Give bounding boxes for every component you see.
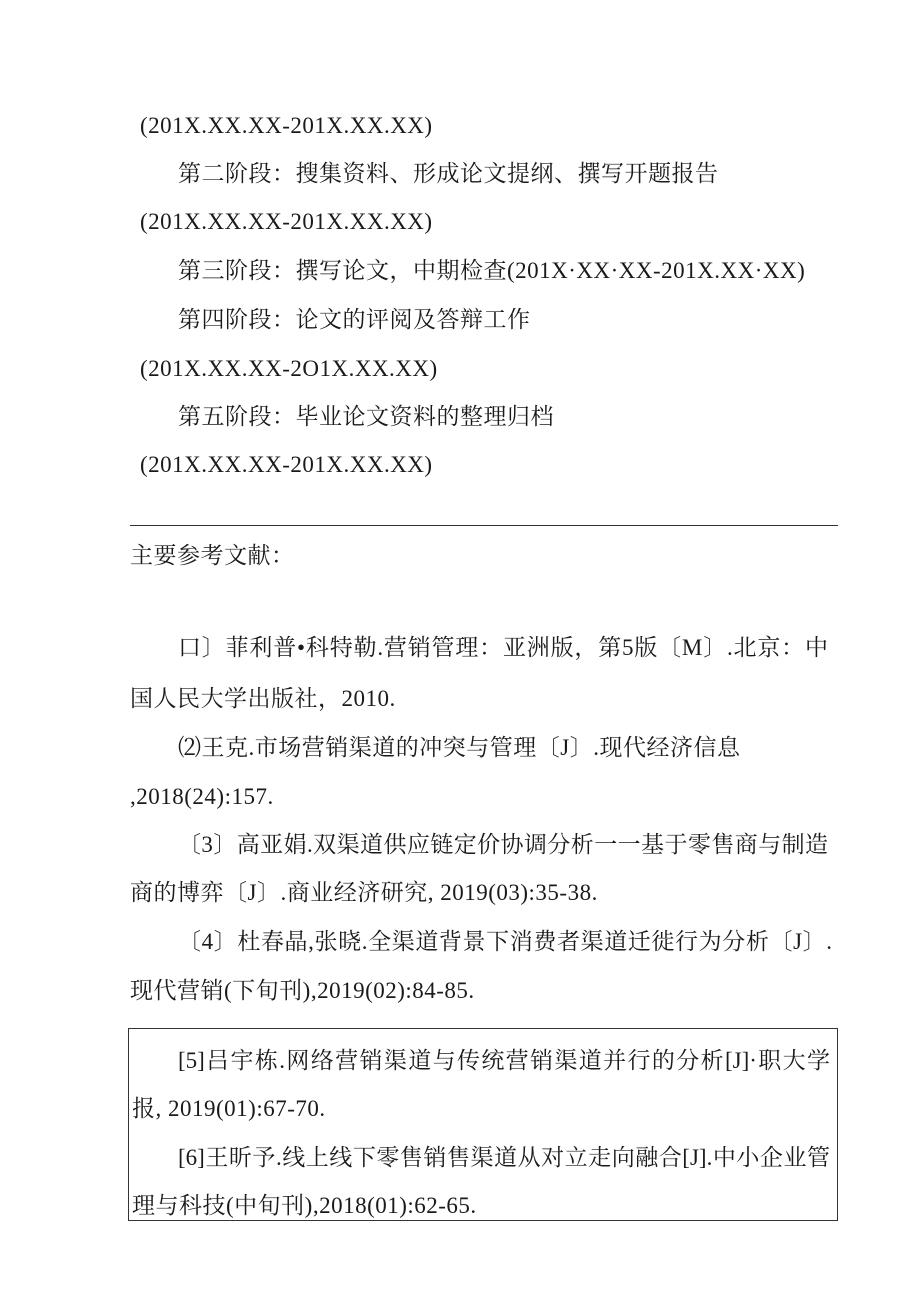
stage5-dates: (201X.XX.XX-201X.XX.XX) [140, 452, 433, 477]
stage5-label: 第五阶段：毕业论文资料的整理归档 [178, 404, 554, 429]
stage4-label: 第四阶段：论文的评阅及答辩工作 [178, 307, 531, 332]
stage2-dates: (201X.XX.XX-201X.XX.XX) [140, 209, 433, 234]
reference-3-line2: 商的博弈〔J〕.商业经济研究, 2019(03):35-38. [130, 880, 598, 905]
stage1-dates: (201X.XX.XX-201X.XX.XX) [140, 113, 433, 138]
stage2-label: 第二阶段：搜集资料、形成论文提纲、撰写开题报告 [178, 161, 719, 186]
reference-6-line2: 理与科技(中旬刊),2018(01):62-65. [132, 1193, 477, 1218]
reference-6-line1: [6]王昕予.线上线下零售销售渠道从对立走向融合[J].中小企业管 [178, 1145, 830, 1170]
reference-2-line1: ⑵王克.市场营销渠道的冲突与管理〔J〕.现代经济信息 [178, 735, 741, 760]
stage4-dates: (201X.XX.XX-2O1X.XX.XX) [140, 356, 438, 381]
reference-5-line2: 报, 2019(01):67-70. [132, 1096, 326, 1121]
reference-1-line1: 口〕菲利普•科特勒.营销管理：亚洲版，第5版〔M〕.北京：中 [178, 635, 828, 660]
reference-4-line2: 现代营销(下旬刊),2019(02):84-85. [130, 978, 475, 1003]
stage3-label: 第三阶段：撰写论文，中期检查(201X·XX·XX-201X.XX·XX) [178, 258, 806, 283]
reference-4-line1: 〔4〕杜春晶,张晓.全渠道背景下消费者渠道迁徙行为分析〔J〕. [178, 929, 832, 954]
reference-5-line1: [5]吕宇栋.网络营销渠道与传统营销渠道并行的分析[J]·职大学 [178, 1048, 830, 1073]
section-divider [130, 525, 838, 526]
references-heading: 主要参考文献： [130, 543, 295, 568]
reference-1-line2: 国人民大学出版社，2010. [130, 686, 396, 711]
reference-3-line1: 〔3〕高亚娟.双渠道供应链定价协调分析一一基于零售商与制造 [178, 832, 828, 857]
reference-2-line2: ,2018(24):157. [130, 784, 274, 809]
